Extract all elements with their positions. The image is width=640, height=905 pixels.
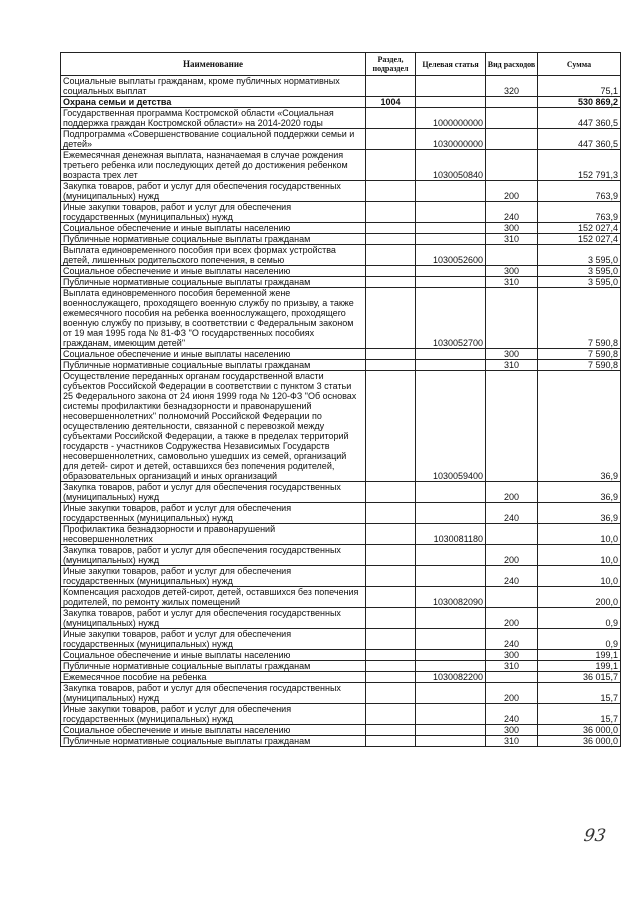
cell-section [366,672,416,683]
table-row [61,608,621,629]
cell-sum: 75,1 [538,76,621,97]
cell-section [366,661,416,672]
cell-target: 1030059400 [416,371,486,482]
cell-sum: 530 869,2 [538,97,621,108]
page-number: 93 [582,826,608,846]
cell-sum: 36 000,0 [538,725,621,736]
cell-sum: 763,9 [538,202,621,223]
cell-target [416,566,486,587]
cell-sum: 199,1 [538,661,621,672]
table-row [61,566,621,587]
cell-section [366,129,416,150]
cell-kind: 310 [486,661,538,672]
cell-kind: 240 [486,202,538,223]
cell-section [366,704,416,725]
cell-sum: 152 027,4 [538,234,621,245]
cell-target: 1030050840 [416,150,486,181]
cell-kind: 310 [486,360,538,371]
cell-section: 1004 [366,97,416,108]
table-row [61,482,621,503]
cell-name: Публичные нормативные социальные выплаты гражданам [61,360,366,371]
cell-section [366,76,416,97]
cell-section [366,608,416,629]
table-row [61,503,621,524]
table-row [61,587,621,608]
cell-section [366,725,416,736]
cell-target [416,736,486,747]
table-row [61,736,621,747]
cell-kind [486,245,538,266]
cell-section [366,736,416,747]
cell-sum: 763,9 [538,181,621,202]
cell-section [366,629,416,650]
cell-name: Иные закупки товаров, работ и услуг для обеспечения государственных (муниципальных) нужд [61,629,366,650]
cell-sum: 3 595,0 [538,277,621,288]
cell-target [416,608,486,629]
table-row [61,672,621,683]
cell-kind: 200 [486,482,538,503]
cell-section [366,524,416,545]
table-row [61,545,621,566]
cell-sum: 15,7 [538,704,621,725]
cell-target: 1000000000 [416,108,486,129]
cell-section [366,223,416,234]
cell-target: 1030081180 [416,524,486,545]
cell-section [366,371,416,482]
cell-target [416,661,486,672]
budget-sheet [60,52,620,747]
cell-name: Иные закупки товаров, работ и услуг для обеспечения государственных (муниципальных) нужд [61,202,366,223]
cell-target [416,650,486,661]
table-row [61,129,621,150]
header-sum: Сумма [538,53,621,76]
cell-sum: 36,9 [538,482,621,503]
cell-sum: 152 791,3 [538,150,621,181]
table-row [61,661,621,672]
cell-section [366,503,416,524]
cell-sum: 0,9 [538,608,621,629]
cell-name: Закупка товаров, работ и услуг для обеспечения государственных (муниципальных) нужд [61,181,366,202]
table-row [61,181,621,202]
cell-kind: 200 [486,545,538,566]
table-row [61,266,621,277]
cell-name: Компенсация расходов детей-сирот, детей, оставшихся без попечения родителей, по ремонту жилых помещений [61,587,366,608]
cell-name: Иные закупки товаров, работ и услуг для обеспечения государственных (муниципальных) нужд [61,503,366,524]
cell-section [366,108,416,129]
header-name: Наименование [61,53,366,76]
cell-kind: 200 [486,181,538,202]
cell-name: Закупка товаров, работ и услуг для обеспечения государственных (муниципальных) нужд [61,482,366,503]
cell-kind: 320 [486,76,538,97]
cell-kind: 300 [486,650,538,661]
cell-name: Публичные нормативные социальные выплаты гражданам [61,234,366,245]
cell-target [416,725,486,736]
cell-section [366,587,416,608]
cell-name: Социальное обеспечение и иные выплаты населению [61,650,366,661]
table-row [61,371,621,482]
cell-target [416,202,486,223]
cell-target [416,360,486,371]
cell-section [366,202,416,223]
cell-sum: 7 590,8 [538,360,621,371]
cell-target: 1030082200 [416,672,486,683]
cell-section [366,545,416,566]
cell-name: Выплата единовременного пособия при всех формах устройства детей, лишенных родительского попечения, в семью [61,245,366,266]
table-row [61,650,621,661]
cell-sum: 3 595,0 [538,245,621,266]
cell-section [366,234,416,245]
cell-sum: 15,7 [538,683,621,704]
cell-kind: 300 [486,725,538,736]
table-row [61,288,621,349]
cell-name: Закупка товаров, работ и услуг для обеспечения государственных (муниципальных) нужд [61,683,366,704]
cell-target [416,277,486,288]
table-row [61,349,621,360]
cell-name: Подпрограмма «Совершенствование социальной поддержки семьи и детей» [61,129,366,150]
cell-section [366,277,416,288]
cell-target [416,223,486,234]
cell-sum: 36 000,0 [538,736,621,747]
cell-name: Публичные нормативные социальные выплаты гражданам [61,661,366,672]
cell-kind [486,524,538,545]
cell-section [366,150,416,181]
cell-name: Социальное обеспечение и иные выплаты населению [61,349,366,360]
cell-kind: 310 [486,234,538,245]
cell-target [416,349,486,360]
cell-section [366,683,416,704]
cell-sum: 447 360,5 [538,129,621,150]
cell-name: Ежемесячное пособие на ребенка [61,672,366,683]
cell-sum: 447 360,5 [538,108,621,129]
cell-name: Закупка товаров, работ и услуг для обеспечения государственных (муниципальных) нужд [61,545,366,566]
cell-name: Закупка товаров, работ и услуг для обеспечения государственных (муниципальных) нужд [61,608,366,629]
cell-name: Публичные нормативные социальные выплаты гражданам [61,736,366,747]
cell-sum: 10,0 [538,545,621,566]
cell-kind: 240 [486,629,538,650]
cell-target [416,97,486,108]
cell-name: Социальные выплаты гражданам, кроме публичных нормативных социальных выплат [61,76,366,97]
cell-kind: 300 [486,223,538,234]
cell-target: 1030000000 [416,129,486,150]
cell-section [366,288,416,349]
cell-target: 1030052600 [416,245,486,266]
cell-section [366,482,416,503]
cell-kind: 310 [486,736,538,747]
cell-target [416,629,486,650]
cell-name: Государственная программа Костромской области «Социальная поддержка граждан Костромской области» на 2014-2020 годы [61,108,366,129]
table-row [61,234,621,245]
cell-name: Публичные нормативные социальные выплаты гражданам [61,277,366,288]
cell-section [366,181,416,202]
table-row [61,277,621,288]
cell-section [366,349,416,360]
table-row [61,76,621,97]
cell-sum: 3 595,0 [538,266,621,277]
cell-name: Иные закупки товаров, работ и услуг для обеспечения государственных (муниципальных) нужд [61,704,366,725]
cell-sum: 199,1 [538,650,621,661]
cell-sum: 36 015,7 [538,672,621,683]
cell-section [366,266,416,277]
cell-kind: 310 [486,277,538,288]
cell-sum: 152 027,4 [538,223,621,234]
cell-kind [486,672,538,683]
cell-section [366,245,416,266]
cell-sum: 7 590,8 [538,349,621,360]
table-row [61,97,621,108]
cell-kind [486,97,538,108]
cell-sum: 36,9 [538,503,621,524]
cell-target [416,482,486,503]
cell-target [416,181,486,202]
cell-kind: 200 [486,608,538,629]
table-row [61,108,621,129]
cell-section [366,566,416,587]
cell-name: Социальное обеспечение и иные выплаты населению [61,725,366,736]
table-row [61,360,621,371]
header-kind: Вид расходов [486,53,538,76]
cell-kind [486,108,538,129]
cell-kind [486,587,538,608]
cell-sum: 200,0 [538,587,621,608]
cell-sum: 7 590,8 [538,288,621,349]
table-row [61,629,621,650]
cell-kind: 300 [486,349,538,360]
cell-name: Социальное обеспечение и иные выплаты населению [61,223,366,234]
table-row [61,725,621,736]
cell-target [416,704,486,725]
cell-name: Профилактика безнадзорности и правонарушений несовершеннолетних [61,524,366,545]
cell-target [416,545,486,566]
table-body [61,76,621,747]
cell-target: 1030052700 [416,288,486,349]
table-row [61,223,621,234]
cell-kind [486,288,538,349]
cell-kind: 300 [486,266,538,277]
table-row [61,683,621,704]
cell-kind [486,150,538,181]
cell-sum: 0,9 [538,629,621,650]
cell-name: Социальное обеспечение и иные выплаты населению [61,266,366,277]
cell-target: 1030082090 [416,587,486,608]
cell-kind: 240 [486,503,538,524]
table-row [61,704,621,725]
cell-kind [486,129,538,150]
cell-kind: 240 [486,704,538,725]
cell-name: Выплата единовременного пособия беременной жене военнослужащего, проходящего военную службу по призыву, а также ежемесячного пособия на ребенка военнослужащего, проходящего военную службу по призыву, в соответствии с Федеральным законом от 19 мая 1995 года № 81-ФЗ "О государственных пособиях гражданам, имеющим детей" [61,288,366,349]
cell-name: Ежемесячная денежная выплата, назначаемая в случае рождения третьего ребенка или последующих детей до достижения ребенком возраста трех лет [61,150,366,181]
cell-target [416,683,486,704]
cell-sum: 10,0 [538,524,621,545]
cell-target [416,503,486,524]
table-row [61,245,621,266]
cell-name: Охрана семьи и детства [61,97,366,108]
cell-sum: 36,9 [538,371,621,482]
cell-target [416,234,486,245]
cell-kind: 200 [486,683,538,704]
cell-kind: 240 [486,566,538,587]
cell-name: Осуществление переданных органам государственной власти субъектов Российской Федерации в соответствии с пунктом 3 статьи 25 Федерального закона от 24 июня 1999 года № 120-ФЗ "Об основах системы профилактики безнадзорности и правонарушений несовершеннолетних" полномочий Российской Федерации по осуществлению деятельности, связанной с перевозкой между субъектами Российской Федерации, а также в пределах территорий государств - участников Содружества Независимых Государств несовершеннолетних, самовольно ушедших из семей, организаций для детей- сирот и детей, оставшихся без попечения родителей, образовательных организаций и иных организаций [61,371,366,482]
cell-section [366,360,416,371]
cell-target [416,76,486,97]
table-row [61,150,621,181]
cell-section [366,650,416,661]
table-header-row [61,53,621,76]
header-target: Целевая статья [416,53,486,76]
cell-kind [486,371,538,482]
cell-target [416,266,486,277]
header-section: Раздел, подраздел [366,53,416,76]
table-row [61,202,621,223]
table-row [61,524,621,545]
budget-table [60,52,621,747]
cell-name: Иные закупки товаров, работ и услуг для обеспечения государственных (муниципальных) нужд [61,566,366,587]
cell-sum: 10,0 [538,566,621,587]
